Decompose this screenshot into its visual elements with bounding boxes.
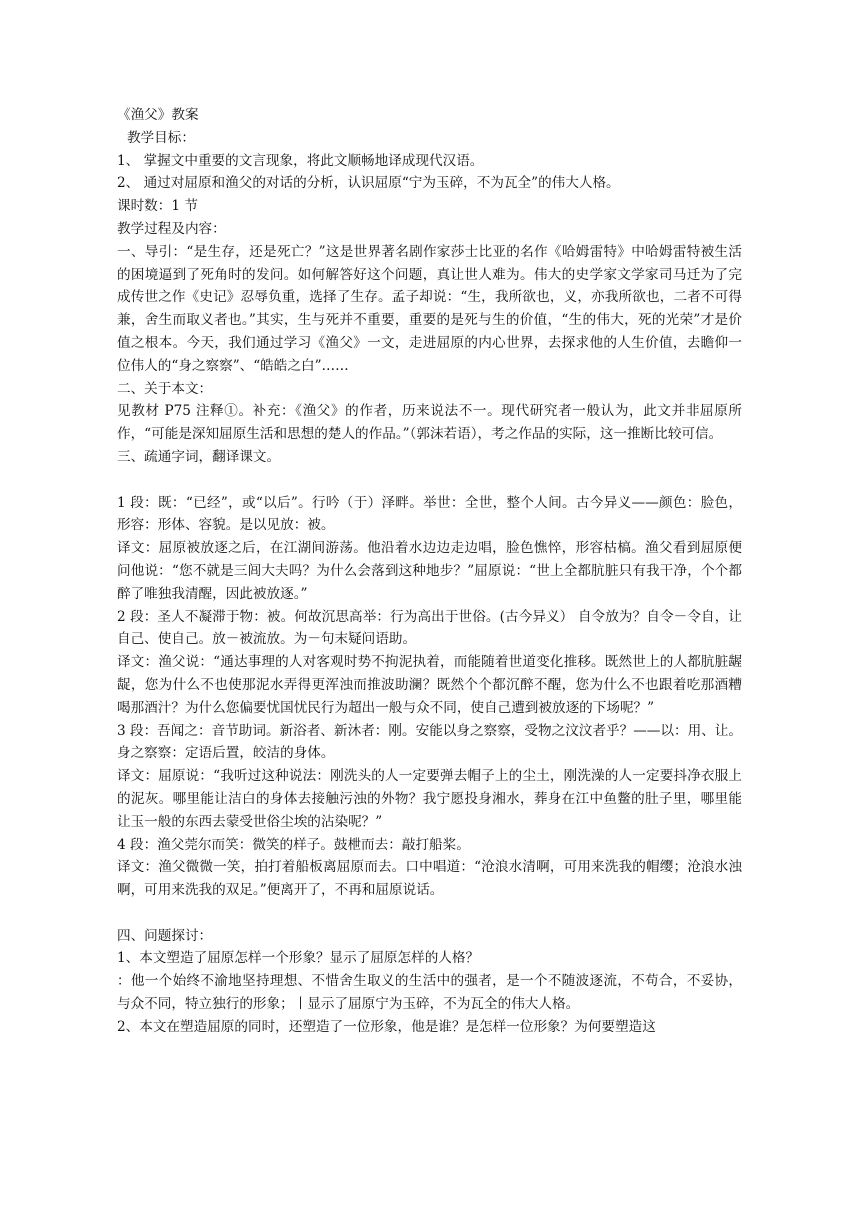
document-body (117, 104, 742, 1039)
blank-line (117, 469, 742, 492)
about-heading: 二、关于本文： (117, 380, 213, 397)
para2-translation: 译文：渔父说：“通达事理的人对客观时势不拘泥执着，而能随着世道变化推移。既然世上的人都肮脏龌龊，您为什么不也使那泥水弄得更浑浊而推波助澜？既然个个都沉醉不醒，您为什么不也跟着吃那酒糟喝那酒汁？为什么您偏要忧国忧民行为超出一般与众不同，使自己遭到被放逐的下场呢？” (117, 654, 742, 716)
document-title: 《渔父》教案 (117, 107, 199, 123)
answer-1: ：他一个始终不渝地坚持理想、不惜舍生取义的生活中的强者，是一个不随波逐流，不苟合，不妥协，与众不同，特立独行的形象；丨显示了屈原宁为玉碎，不为瓦全的伟大人格。 (117, 973, 742, 1013)
translate-heading: 三、疏通字词，翻译课文。 (117, 448, 281, 465)
para1-notes: 1 段：既：“已经”，或“以后”。行吟（于）泽畔。举世：全世，整个人间。古今异义——颜色：脸色，形容：形体、容貌。是以见放：被。 (117, 494, 742, 534)
objective-1: 1、 掌握文中重要的文言现象，将此文顺畅地译成现代汉语。 (117, 152, 484, 169)
para1-translation: 译文：屈原被放逐之后，在江湖间游荡。他沿着水边边走边唱，脸色憔悴，形容枯槁。渔父看到屈原便问他说：“您不就是三闾大夫吗？为什么会落到这种地步？”屈原说：“世上全都肮脏只有我干净，个个都醉了唯独我清醒，因此被放逐。” (117, 540, 742, 602)
question-1: 1、本文塑造了屈原怎样一个形象？显示了屈原怎样的人格？ (117, 950, 480, 967)
para4-translation: 译文：渔父微微一笑，拍打着船板离屈原而去。口中唱道：“沧浪水清啊，可用来洗我的帽缨；沧浪水浊啊，可用来洗我的双足。”便离开了，不再和屈原说话。 (117, 859, 742, 899)
objectives-heading: 教学目标： (127, 129, 195, 146)
process-heading: 教学过程及内容： (117, 220, 226, 237)
blank-line (117, 902, 742, 925)
question-2: 2、本文在塑造屈原的同时，还塑造了一位形象，他是谁？是怎样一位形象？为何要塑造这 (117, 1018, 656, 1035)
class-hours: 课时数：1 节 (117, 198, 198, 215)
para3-notes: 3 段：吾闻之：音节助词。新浴者、新沐者：刚。安能以身之察察，受物之汶汶者乎？——以：用、让。身之察察：定语后置，皎洁的身体。 (117, 722, 742, 762)
para4-notes: 4 段：渔父莞尔而笑：微笑的样子。鼓枻而去：敲打船桨。 (117, 836, 470, 853)
intro-paragraph: 一、导引：“是生存，还是死亡？”这是世界著名剧作家莎士比亚的名作《哈姆雷特》中哈姆雷特被生活的困境逼到了死角时的发问。如何解答好这个问题，真让世人难为。伟大的史学家文学家司马迁为了完成传世之作《史记》忍辱负重，选择了生存。孟子却说：“生，我所欲也，义，亦我所欲也，二者不可得兼，舍生而取义者也。”其实，生与死并不重要，重要的是死与生的价值，“生的伟大，死的光荣”才是价值之根本。今天，我们通过学习《渔父》一文，走进屈原的内心世界，去探求他的人生价值，去瞻仰一位伟人的“身之察察”、“皓皓之白”…… (117, 243, 742, 374)
para3-translation: 译文：屈原说：“我听过这种说法：刚洗头的人一定要弹去帽子上的尘土，刚洗澡的人一定要抖净衣服上的泥灰。哪里能让洁白的身体去接触污浊的外物？我宁愿投身湘水，葬身在江中鱼鳖的肚子里，哪里能让玉一般的东西去蒙受世俗尘埃的沾染呢？” (117, 768, 742, 830)
objective-2: 2、 通过对屈原和渔父的对话的分析，认识屈原“宁为玉碎，不为瓦全”的伟大人格。 (117, 175, 620, 192)
para2-notes: 2 段：圣人不凝滞于物：被。何故沉思高举：行为高出于世俗。(古今异义） 自令放为？自令－令自，让自己、使自己。放－被流放。为－句末疑问语助。 (117, 608, 742, 648)
about-paragraph: 见教材 P75 注释①。补充：《渔父》的作者，历来说法不一。现代研究者一般认为，此文并非屈原所作，“可能是深知屈原生活和思想的楚人的作品。”（郭沫若语），考之作品的实际，这一推断比较可信。 (117, 403, 742, 443)
discussion-heading: 四、问题探讨： (117, 927, 213, 944)
